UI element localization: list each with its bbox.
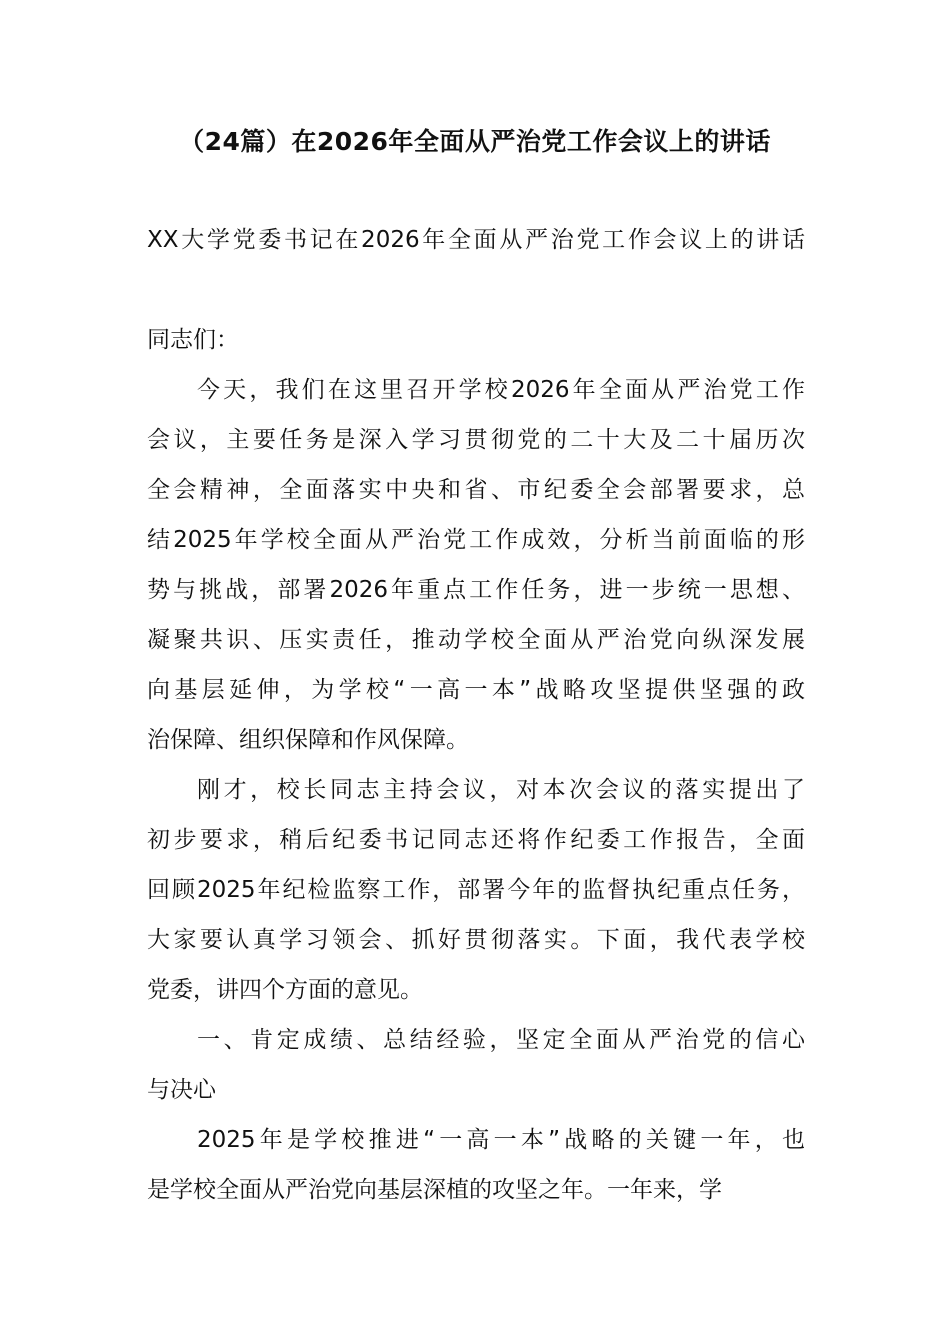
paragraph-line: 回顾2025年纪检监察工作，部署今年的监督执纪重点任务，: [147, 877, 805, 903]
paragraph-line: 与决心: [147, 1077, 216, 1103]
paragraph-line: 2025年是学校推进“一高一本”战略的关键一年，也: [197, 1127, 805, 1153]
document-subtitle: XX大学党委书记在2026年全面从严治党工作会议上的讲话: [147, 227, 805, 253]
salutation: 同志们：: [147, 327, 239, 353]
paragraph-line: 党委，讲四个方面的意见。: [147, 977, 423, 1003]
paragraph-line: 刚才，校长同志主持会议，对本次会议的落实提出了: [197, 777, 805, 803]
paragraph-line: 全会精神，全面落实中央和省、市纪委全会部署要求，总: [147, 477, 805, 503]
paragraph-line: 治保障、组织保障和作风保障。: [147, 727, 469, 753]
paragraph-line: 会议，主要任务是深入学习贯彻党的二十大及二十届历次: [147, 427, 805, 453]
document-title: （24篇）在2026年全面从严治党工作会议上的讲话: [179, 127, 771, 156]
paragraph-line: 结2025年学校全面从严治党工作成效，分析当前面临的形: [147, 527, 805, 553]
paragraph-line: 今天，我们在这里召开学校2026年全面从严治党工作: [197, 377, 805, 403]
paragraph-line: 大家要认真学习领会、抓好贯彻落实。下面，我代表学校: [147, 927, 805, 953]
paragraph-line: 是学校全面从严治党向基层深植的攻坚之年。一年来，学: [147, 1177, 722, 1203]
paragraph-line: 势与挑战，部署2026年重点工作任务，进一步统一思想、: [147, 577, 805, 603]
paragraph-line: 凝聚共识、压实责任，推动学校全面从严治党向纵深发展: [147, 627, 805, 653]
paragraph-line: 一、肯定成绩、总结经验，坚定全面从严治党的信心: [197, 1027, 805, 1053]
paragraph-line: 向基层延伸，为学校“一高一本”战略攻坚提供坚强的政: [147, 677, 805, 703]
paragraph-line: 初步要求，稍后纪委书记同志还将作纪委工作报告，全面: [147, 827, 805, 853]
